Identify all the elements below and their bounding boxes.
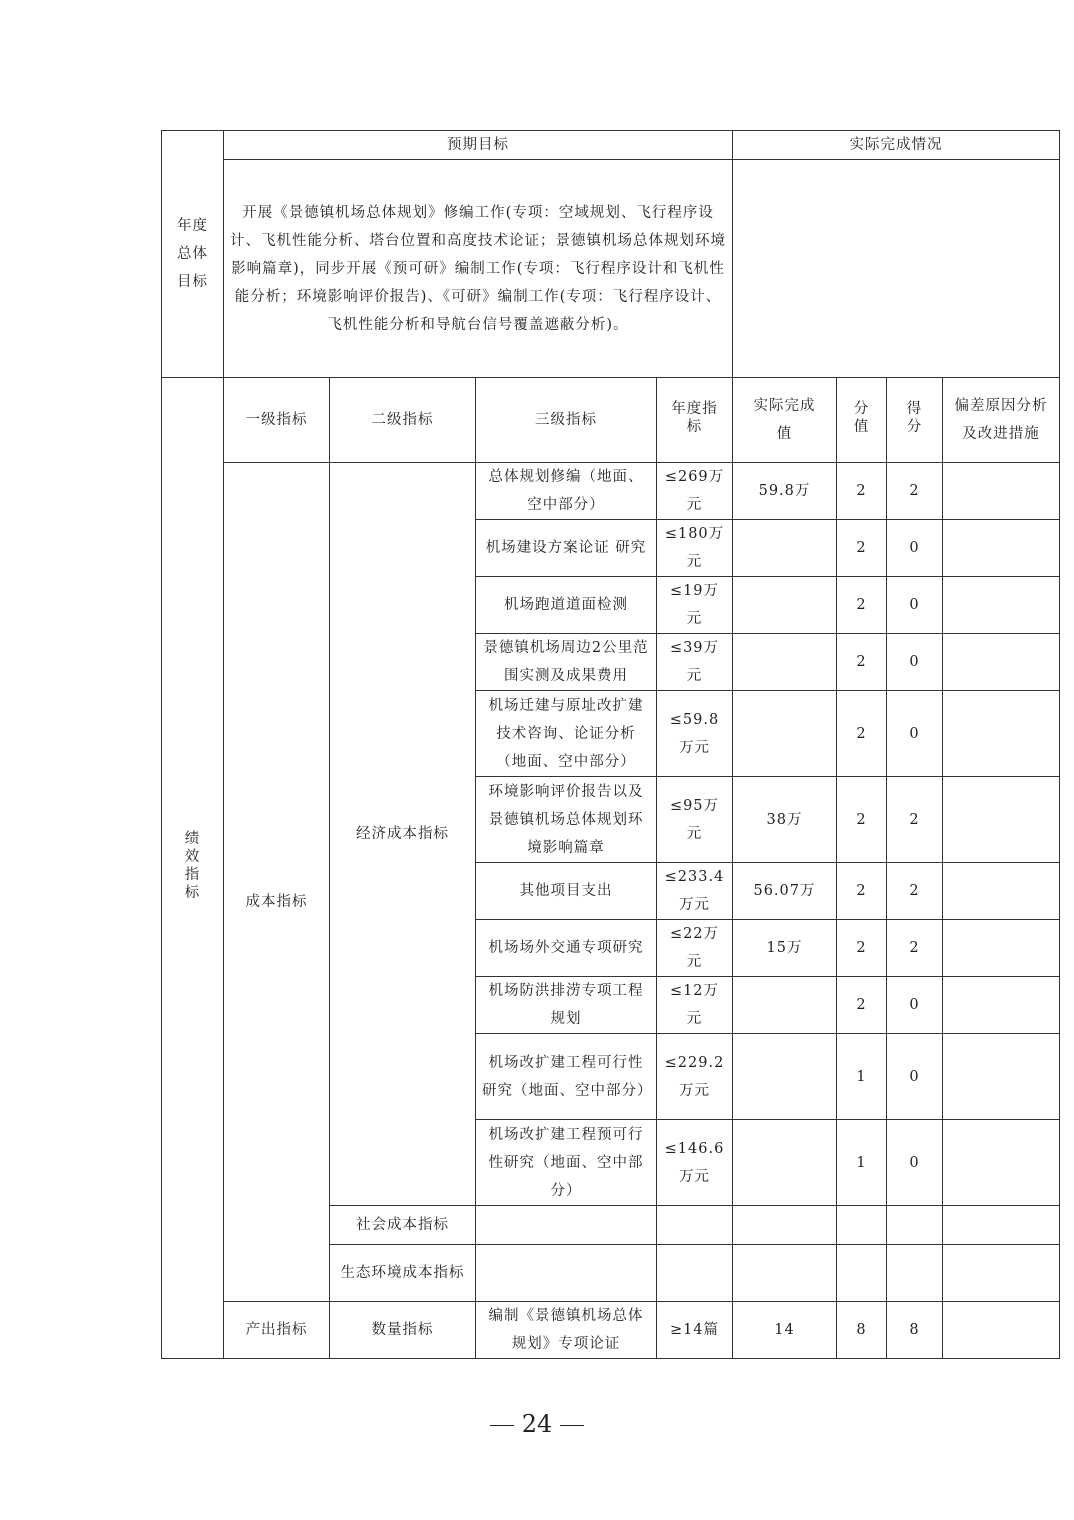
header-level1: 一级指标: [224, 378, 330, 463]
score-value: 2: [837, 691, 887, 777]
score-value: 2: [837, 777, 887, 863]
cost-indicator: 成本指标: [224, 463, 330, 1302]
empty-cell: [837, 1206, 887, 1245]
economic-cost-indicator: 经济成本指标: [330, 463, 476, 1206]
expected-goal-text: 开展《景德镇机场总体规划》修编工作(专项：空域规划、飞行程序设计、飞机性能分析、塔台位置和高度技术论证；景德镇机场总体规划环境影响篇章)，同步开展《预可研》编制工作(专项：飞行程序设计和飞机性能分析；环境影响评价报告)、《可研》编制工作(专项：飞行程序设计、飞机性能分析和导航台信号覆盖遮蔽分析)。: [224, 160, 733, 378]
deviation-note: [943, 920, 1060, 977]
indicator-cell: 机场改扩建工程可行性研究（地面、空中部分）: [476, 1034, 657, 1120]
score: 2: [887, 463, 943, 520]
expected-goal-header: 预期目标: [224, 131, 733, 160]
page-number: 24: [521, 1410, 553, 1438]
score: 2: [887, 863, 943, 920]
indicator-cell: 机场建设方案论证 研究: [476, 520, 657, 577]
score: 0: [887, 977, 943, 1034]
deviation-note: [943, 577, 1060, 634]
score-value: 2: [837, 977, 887, 1034]
actual-value: 56.07万: [733, 863, 837, 920]
annual-target: ≤146.6万元: [657, 1120, 733, 1206]
indicator-cell: 总体规划修编（地面、空中部分）: [476, 463, 657, 520]
empty-cell: [476, 1245, 657, 1302]
score: 0: [887, 1120, 943, 1206]
indicator-cell: 机场改扩建工程预可行性研究（地面、空中部分）: [476, 1120, 657, 1206]
deviation-note: [943, 1034, 1060, 1120]
header-actual: 实际完成值: [733, 378, 837, 463]
deviation-note: [943, 1302, 1060, 1359]
indicator-cell: 机场防洪排涝专项工程规划: [476, 977, 657, 1034]
score-value: 2: [837, 920, 887, 977]
actual-value: [733, 520, 837, 577]
deviation-note: [943, 463, 1060, 520]
empty-cell: [837, 1245, 887, 1302]
score-value: 2: [837, 520, 887, 577]
indicator-cell: 机场迁建与原址改扩建技术咨询、论证分析（地面、空中部分）: [476, 691, 657, 777]
score: 8: [887, 1302, 943, 1359]
dash-left: [490, 1425, 514, 1426]
actual-value: [733, 577, 837, 634]
empty-cell: [887, 1206, 943, 1245]
deviation-note: [943, 777, 1060, 863]
annual-target: ≤95万元: [657, 777, 733, 863]
dash-right: [560, 1425, 584, 1426]
deviation-note: [943, 1120, 1060, 1206]
annual-goal-label: 年度总体目标: [162, 131, 224, 378]
actual-value: [733, 634, 837, 691]
header-annual: 年度指标: [657, 378, 733, 463]
score-value: 8: [837, 1302, 887, 1359]
score: 0: [887, 691, 943, 777]
score-value: 2: [837, 863, 887, 920]
header-deviation: 偏差原因分析及改进措施: [943, 378, 1060, 463]
empty-cell: [943, 1245, 1060, 1302]
empty-cell: [657, 1245, 733, 1302]
eco-cost-indicator: 生态环境成本指标: [330, 1245, 476, 1302]
deviation-note: [943, 520, 1060, 577]
score: 0: [887, 634, 943, 691]
performance-indicator-label: 绩效指标: [162, 378, 224, 1359]
score-value: 1: [837, 1034, 887, 1120]
annual-target: ≤19万元: [657, 577, 733, 634]
score: 0: [887, 1034, 943, 1120]
annual-target: ≤22万元: [657, 920, 733, 977]
indicator-cell: 编制《景德镇机场总体规划》专项论证: [476, 1302, 657, 1359]
header-score-value: 分值: [837, 378, 887, 463]
deviation-note: [943, 634, 1060, 691]
deviation-note: [943, 691, 1060, 777]
score-value: 2: [837, 577, 887, 634]
empty-cell: [887, 1245, 943, 1302]
annual-target: ≤12万元: [657, 977, 733, 1034]
deviation-note: [943, 977, 1060, 1034]
score-value: 2: [837, 634, 887, 691]
score: 0: [887, 577, 943, 634]
actual-value: 38万: [733, 777, 837, 863]
actual-completion-header: 实际完成情况: [733, 131, 1060, 160]
actual-value: [733, 977, 837, 1034]
actual-completion-text: [733, 160, 1060, 378]
quantity-indicator: 数量指标: [330, 1302, 476, 1359]
performance-table: [161, 130, 1060, 1359]
annual-target: ≤269万元: [657, 463, 733, 520]
actual-value: [733, 1034, 837, 1120]
indicator-cell: 其他项目支出: [476, 863, 657, 920]
actual-value: 59.8万: [733, 463, 837, 520]
actual-value: [733, 691, 837, 777]
score: 2: [887, 777, 943, 863]
annual-target: ≤229.2万元: [657, 1034, 733, 1120]
output-indicator: 产出指标: [224, 1302, 330, 1359]
empty-cell: [476, 1206, 657, 1245]
deviation-note: [943, 863, 1060, 920]
header-level3: 三级指标: [476, 378, 657, 463]
annual-target: ≥14篇: [657, 1302, 733, 1359]
header-score: 得分: [887, 378, 943, 463]
indicator-cell: 环境影响评价报告以及景德镇机场总体规划环境影响篇章: [476, 777, 657, 863]
social-cost-indicator: 社会成本指标: [330, 1206, 476, 1245]
empty-cell: [733, 1245, 837, 1302]
annual-target: ≤59.8万元: [657, 691, 733, 777]
actual-value: [733, 1120, 837, 1206]
actual-value: 15万: [733, 920, 837, 977]
score: 2: [887, 920, 943, 977]
indicator-cell: 景德镇机场周边2公里范围实测及成果费用: [476, 634, 657, 691]
empty-cell: [943, 1206, 1060, 1245]
annual-target: ≤39万元: [657, 634, 733, 691]
indicator-cell: 机场场外交通专项研究: [476, 920, 657, 977]
score: 0: [887, 520, 943, 577]
score-value: 1: [837, 1120, 887, 1206]
score-value: 2: [837, 463, 887, 520]
empty-cell: [733, 1206, 837, 1245]
annual-target: ≤180万元: [657, 520, 733, 577]
actual-value: 14: [733, 1302, 837, 1359]
indicator-cell: 机场跑道道面检测: [476, 577, 657, 634]
header-level2: 二级指标: [330, 378, 476, 463]
annual-target: ≤233.4万元: [657, 863, 733, 920]
page-footer: [0, 1410, 1074, 1438]
empty-cell: [657, 1206, 733, 1245]
